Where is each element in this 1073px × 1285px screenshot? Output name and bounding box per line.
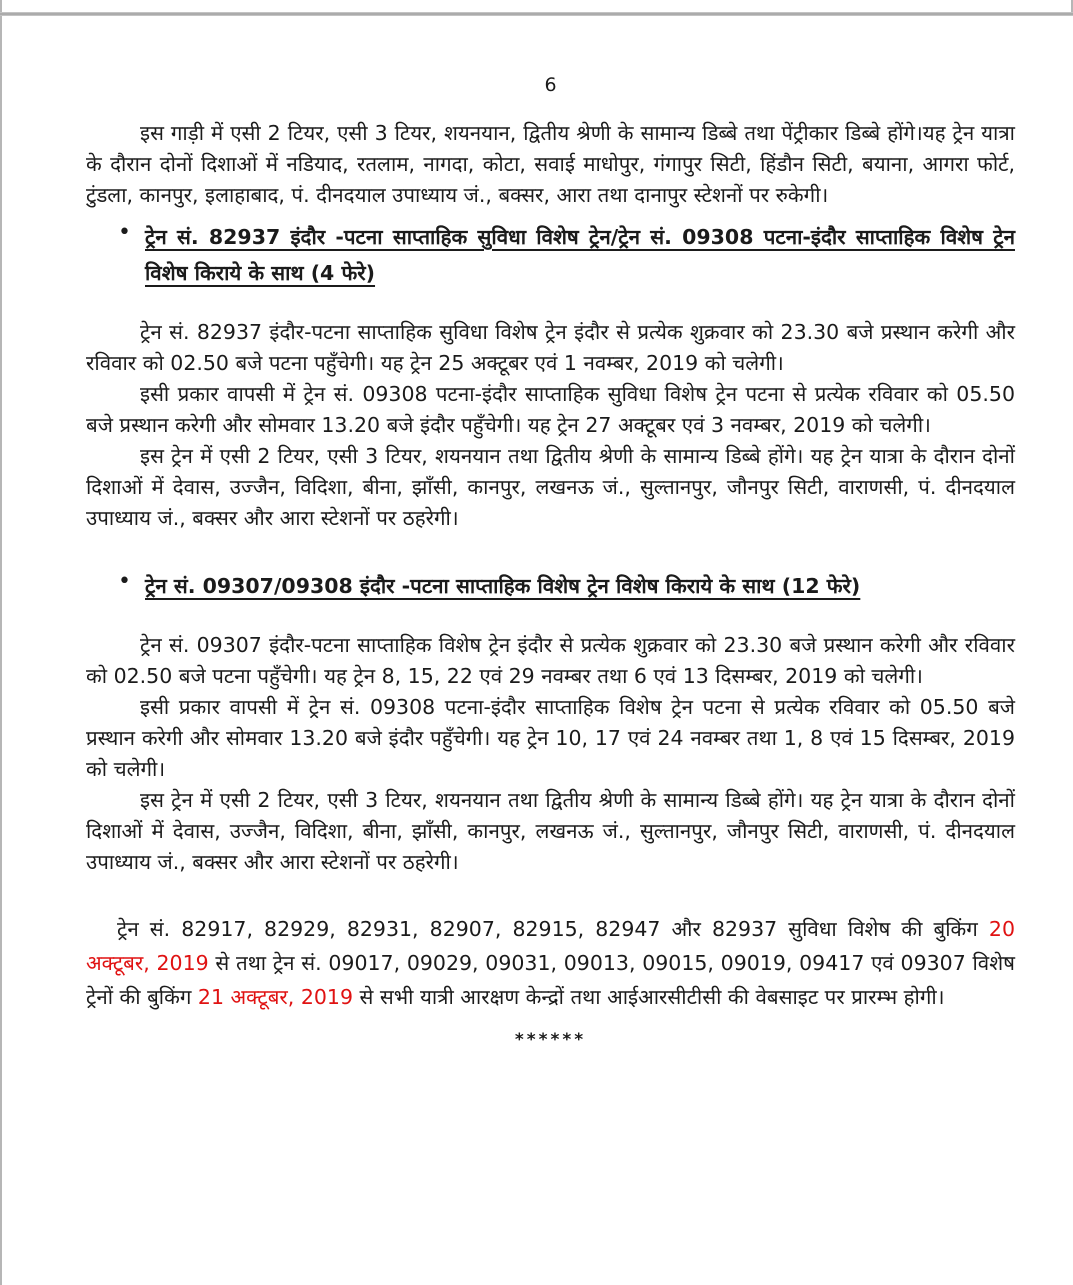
booking-text-part-1: ट्रेन सं. 82917, 82929, 82931, 82907, 82915, 82947 और 82937 सुविधा विशेष की बुकिंग bbox=[117, 917, 989, 941]
section-1-heading-item bbox=[86, 219, 1015, 291]
section-2-heading-item bbox=[86, 568, 1015, 604]
page-number: 6 bbox=[544, 74, 557, 96]
section-1-paragraph-2: इसी प्रकार वापसी में ट्रेन सं. 09308 पटना-इंदौर साप्ताहिक सुविधा विशेष ट्रेन पटना से प्रत्येक रविवार को 05.50 बजे प्रस्थान करेगी और सोमवार 13.20 बजे इंदौर पहुँचेगी। यह ट्रेन 27 अक्टूबर एवं 3 नवम्बर, 2019 को चलेगी। bbox=[86, 382, 1015, 437]
booking-text-part-3: से सभी यात्री आरक्षण केन्द्रों तथा आईआरसीटीसी की वेबसाइट पर प्रारम्भ होगी। bbox=[352, 985, 945, 1009]
booking-paragraph bbox=[86, 912, 1015, 1014]
bullet-icon: • bbox=[118, 220, 131, 245]
booking-date-2: 21 अक्टूबर, 2019 bbox=[197, 985, 353, 1009]
section-2-paragraph-1: ट्रेन सं. 09307 इंदौर-पटना साप्ताहिक विशेष ट्रेन इंदौर से प्रत्येक शुक्रवार को 23.30 बजे प्रस्थान करेगी और रविवार को 02.50 बजे पटना पहुँचेगी। यह ट्रेन 8, 15, 22 एवं 29 नवम्बर तथा 6 एवं 13 दिसम्बर, 2019 को चलेगी। bbox=[86, 633, 1015, 688]
previous-page-fragment bbox=[0, 0, 1073, 12]
intro-paragraph: इस गाड़ी में एसी 2 टियर, एसी 3 टियर, शयनयान, द्वितीय श्रेणी के सामान्य डिब्बे तथा पेंट्रीकार डिब्बे होंगे।यह ट्रेन यात्रा के दौरान दोनों दिशाओं में नडियाद, रतलाम, नागदा, कोटा, सवाई माधोपुर, गंगापुर सिटी, हिंडौन सिटी, बयाना, आगरा फोर्ट, टुंडला, कानपुर, इलाहाबाद, पं. दीनदयाल उपाध्याय जं., बक्सर, आरा तथा दानापुर स्टेशनों पर रुकेगी। bbox=[86, 121, 1015, 207]
end-of-release-stars: ****** bbox=[514, 1030, 587, 1050]
section-1-paragraph-1: ट्रेन सं. 82937 इंदौर-पटना साप्ताहिक सुविधा विशेष ट्रेन इंदौर से प्रत्येक शुक्रवार को 23.30 बजे प्रस्थान करेगी और रविवार को 02.50 बजे पटना पहुँचेगी। यह ट्रेन 25 अक्टूबर एवं 1 नवम्बर, 2019 को चलेगी। bbox=[86, 320, 1015, 375]
section-2-paragraph-2: इसी प्रकार वापसी में ट्रेन सं. 09308 पटना-इंदौर साप्ताहिक विशेष ट्रेन पटना से प्रत्येक रविवार को 05.50 बजे प्रस्थान करेगी और सोमवार 13.20 बजे इंदौर पहुँचेगी। यह ट्रेन 10, 17 एवं 24 नवम्बर तथा 1, 8 एवं 15 दिसम्बर, 2019 को चलेगी। bbox=[86, 695, 1015, 781]
section-2-paragraph-3: इस ट्रेन में एसी 2 टियर, एसी 3 टियर, शयनयान तथा द्वितीय श्रेणी के सामान्य डिब्बे होंगे। यह ट्रेन यात्रा के दौरान दोनों दिशाओं में देवास, उज्जैन, विदिशा, बीना, झाँसी, कानपुर, लखनऊ जं., सुल्तानपुर, जौनपुर सिटी, वाराणसी, पं. दीनदयाल उपाध्याय जं., बक्सर और आरा स्टेशनों पर ठहरेगी। bbox=[86, 788, 1015, 874]
section-1-paragraph-3: इस ट्रेन में एसी 2 टियर, एसी 3 टियर, शयनयान तथा द्वितीय श्रेणी के सामान्य डिब्बे होंगे। यह ट्रेन यात्रा के दौरान दोनों दिशाओं में देवास, उज्जैन, विदिशा, बीना, झाँसी, कानपुर, लखनऊ जं., सुल्तानपुर, जौनपुर सिटी, वाराणसी, पं. दीनदयाल उपाध्याय जं., बक्सर और आरा स्टेशनों पर ठहरेगी। bbox=[86, 444, 1015, 530]
section-2-heading: ट्रेन सं. 09307/09308 इंदौर -पटना साप्ताहिक विशेष ट्रेन विशेष किराये के साथ (12 फेरे) bbox=[145, 574, 861, 598]
booking-date-1: 20 अक्टूबर, 2019 bbox=[86, 917, 1015, 975]
document-page bbox=[0, 16, 1073, 1285]
section-1-heading: ट्रेन सं. 82937 इंदौर -पटना साप्ताहिक सुविधा विशेष ट्रेन/ट्रेन सं. 09308 पटना-इंदौर साप्ताहिक विशेष ट्रेन विशेष किराये के साथ (4 फेरे) bbox=[145, 225, 1015, 285]
booking-text-part-2: से तथा ट्रेन सं. 09017, 09029, 09031, 09013, 09015, 09019, 09417 एवं 09307 विशेष ट्रेनों की बुकिंग bbox=[86, 951, 1015, 1009]
bullet-icon: • bbox=[118, 569, 131, 594]
